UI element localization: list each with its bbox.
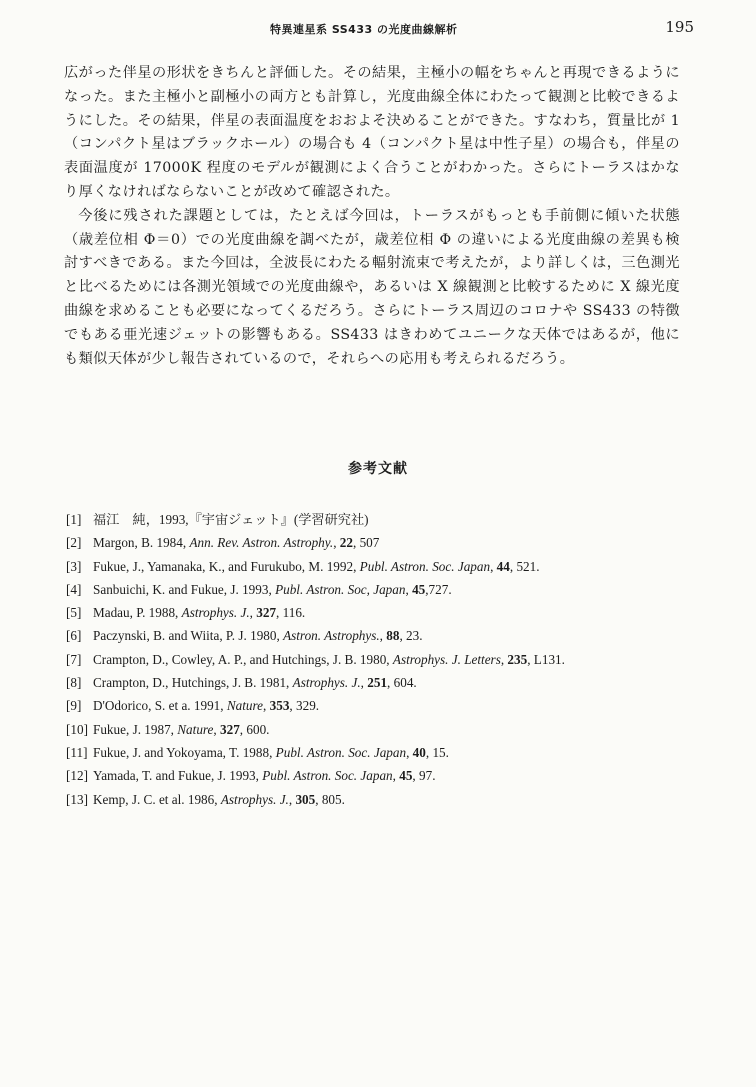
reference-journal: Ann. Rev. Astron. Astrophy.	[189, 535, 334, 551]
reference-journal: Publ. Astron. Soc. Japan	[359, 558, 491, 574]
paragraph-results: 広がった伴星の形状をきちんと評価した。その結果，主極小の幅をちゃんと再現できるようになった。また主極小と副極小の両方とも計算し，光度曲線全体にわたって観測と比較できるようにした。その結果，伴星の表面温度をおおよそ決めることができた。すなわち，質量比が 1（コンパクト星はブラックホール）の場合も 4（コンパクト星は中性子星）の場合も，伴星の表面温度が 17000K 程度のモデルが観測によく合うことがわかった。さらにトーラスはかなり厚くなければならないことが改めて確認された。	[64, 65, 680, 200]
reference-authors: D'Odorico, S. et a. 1991,	[93, 698, 227, 714]
body-text	[64, 62, 680, 371]
reference-separator: ,	[392, 768, 400, 784]
reference-number: [1]	[66, 512, 82, 527]
reference-journal: Astrophys. J.	[292, 675, 361, 691]
reference-item	[66, 555, 686, 578]
reference-item	[66, 601, 686, 624]
page-header	[60, 18, 694, 42]
reference-number: [3]	[66, 558, 82, 574]
reference-pages: ,727.	[425, 581, 452, 597]
reference-pages: , 116.	[276, 605, 306, 621]
reference-authors: Fukue, J. 1987,	[93, 721, 178, 737]
reference-number: [5]	[66, 605, 82, 621]
reference-pages: , 521.	[509, 558, 540, 574]
reference-journal: Astrophys. J.	[220, 791, 289, 807]
page-number: 195	[665, 18, 694, 36]
references-list	[66, 508, 686, 811]
reference-item	[66, 624, 686, 647]
paragraph-future-work: 今後に残された課題としては，たとえば今回は，トーラスがもっとも手前側に傾いた状態（歳差位相 Φ＝0）での光度曲線を調べたが，歳差位相 Φ の違いによる光度曲線の差異も検討すべきである。また今回は，全波長にわたる輻射流束で考えたが，より詳しくは，三色測光と比べるためには各測光領域での光度曲線や，あるいは X 線観測と比較するために X 線光度曲線を求めることも必要になってくるだろう。さらにトーラス周辺のコロナや SS433 の特徴でもある亜光速ジェットの影響もある。SS433 はきわめてユニークな天体ではあるが，他にも類似天体が少し報告されているので，それらへの応用も考えられるだろう。	[64, 207, 680, 367]
reference-authors: Kemp, J. C. et al. 1986,	[93, 791, 221, 807]
reference-pages: , 97.	[412, 768, 436, 784]
reference-separator: ,	[406, 744, 413, 760]
reference-separator: ,	[249, 605, 257, 621]
reference-item	[66, 741, 686, 764]
reference-authors: Crampton, D., Cowley, A. P., and Hutchings, J. B. 1980,	[93, 651, 393, 667]
reference-separator: ,	[379, 628, 387, 644]
reference-authors: Sanbuichi, K. and Fukue, J. 1993,	[93, 581, 276, 597]
reference-separator: ,	[405, 581, 413, 597]
reference-separator: ,	[500, 651, 508, 667]
reference-authors: Crampton, D., Hutchings, J. B. 1981,	[93, 675, 293, 691]
references-heading: 参考文献	[348, 461, 408, 477]
reference-pages: , L131.	[527, 651, 565, 667]
reference-journal: Publ. Astron. Soc, Japan	[275, 581, 406, 597]
reference-number: [6]	[66, 628, 82, 644]
reference-journal: Astron. Astrophys.	[283, 628, 380, 644]
reference-item	[66, 694, 686, 717]
reference-pages: , 23.	[399, 628, 423, 644]
reference-authors: Fukue, J., Yamanaka, K., and Furukubo, M. 1992,	[93, 558, 360, 574]
reference-number: [11]	[66, 744, 88, 760]
reference-pages: , 329.	[289, 698, 320, 714]
reference-pages: , 507	[352, 535, 380, 551]
reference-separator: ,	[333, 535, 340, 551]
reference-number: [13]	[66, 791, 88, 807]
reference-volume: 305	[295, 791, 316, 807]
reference-volume: 251	[367, 675, 388, 691]
reference-separator: ,	[490, 558, 497, 574]
reference-journal: Astrophys. J. Letters	[392, 651, 501, 667]
reference-authors: Margon, B. 1984,	[93, 535, 190, 551]
reference-item	[66, 788, 686, 811]
reference-number: [8]	[66, 675, 82, 691]
reference-journal: Publ. Astron. Soc. Japan	[262, 768, 393, 784]
reference-volume: 45	[399, 768, 413, 784]
reference-volume: 22	[339, 535, 353, 551]
reference-volume: 353	[269, 698, 290, 714]
reference-separator: ,	[263, 698, 270, 714]
reference-volume: 40	[412, 744, 426, 760]
reference-number: [2]	[66, 535, 82, 551]
reference-separator: ,	[213, 721, 221, 737]
reference-item	[66, 531, 686, 554]
reference-number: [7]	[66, 651, 82, 667]
reference-item	[66, 578, 686, 601]
reference-authors: Fukue, J. and Yokoyama, T. 1988,	[93, 744, 276, 760]
reference-authors: Madau, P. 1988,	[93, 605, 182, 621]
reference-volume: 45	[412, 581, 426, 597]
reference-number: [12]	[66, 768, 88, 784]
reference-number: [4]	[66, 581, 82, 597]
reference-journal: Astrophys. J.	[181, 605, 250, 621]
reference-pages: , 600.	[239, 721, 270, 737]
reference-number: [10]	[66, 721, 88, 737]
running-title: 特異連星系 SS433 の光度曲線解析	[270, 23, 458, 36]
reference-volume: 44	[496, 558, 510, 574]
reference-pages: , 604.	[387, 675, 417, 691]
reference-authors: Paczynski, B. and Wiita, P. J. 1980,	[93, 628, 284, 644]
reference-volume: 327	[220, 721, 240, 737]
reference-number: [9]	[66, 698, 82, 714]
reference-volume: 327	[256, 605, 277, 621]
reference-volume: 235	[507, 651, 528, 667]
reference-journal: Publ. Astron. Soc. Japan	[275, 744, 407, 760]
reference-pages: , 805.	[315, 791, 345, 807]
reference-authors: 福江 純，1993,『宇宙ジェット』(学習研究社)	[93, 512, 369, 527]
reference-item	[66, 718, 686, 741]
reference-authors: Yamada, T. and Fukue, J. 1993,	[93, 768, 263, 784]
reference-item	[66, 671, 686, 694]
reference-item	[66, 764, 686, 787]
reference-separator: ,	[288, 791, 296, 807]
reference-pages: , 15.	[425, 744, 449, 760]
reference-item	[66, 648, 686, 671]
reference-volume: 88	[386, 628, 400, 644]
reference-separator: ,	[360, 675, 368, 691]
reference-journal: Nature	[177, 721, 214, 737]
reference-item	[66, 508, 686, 531]
reference-journal: Nature	[226, 698, 264, 714]
